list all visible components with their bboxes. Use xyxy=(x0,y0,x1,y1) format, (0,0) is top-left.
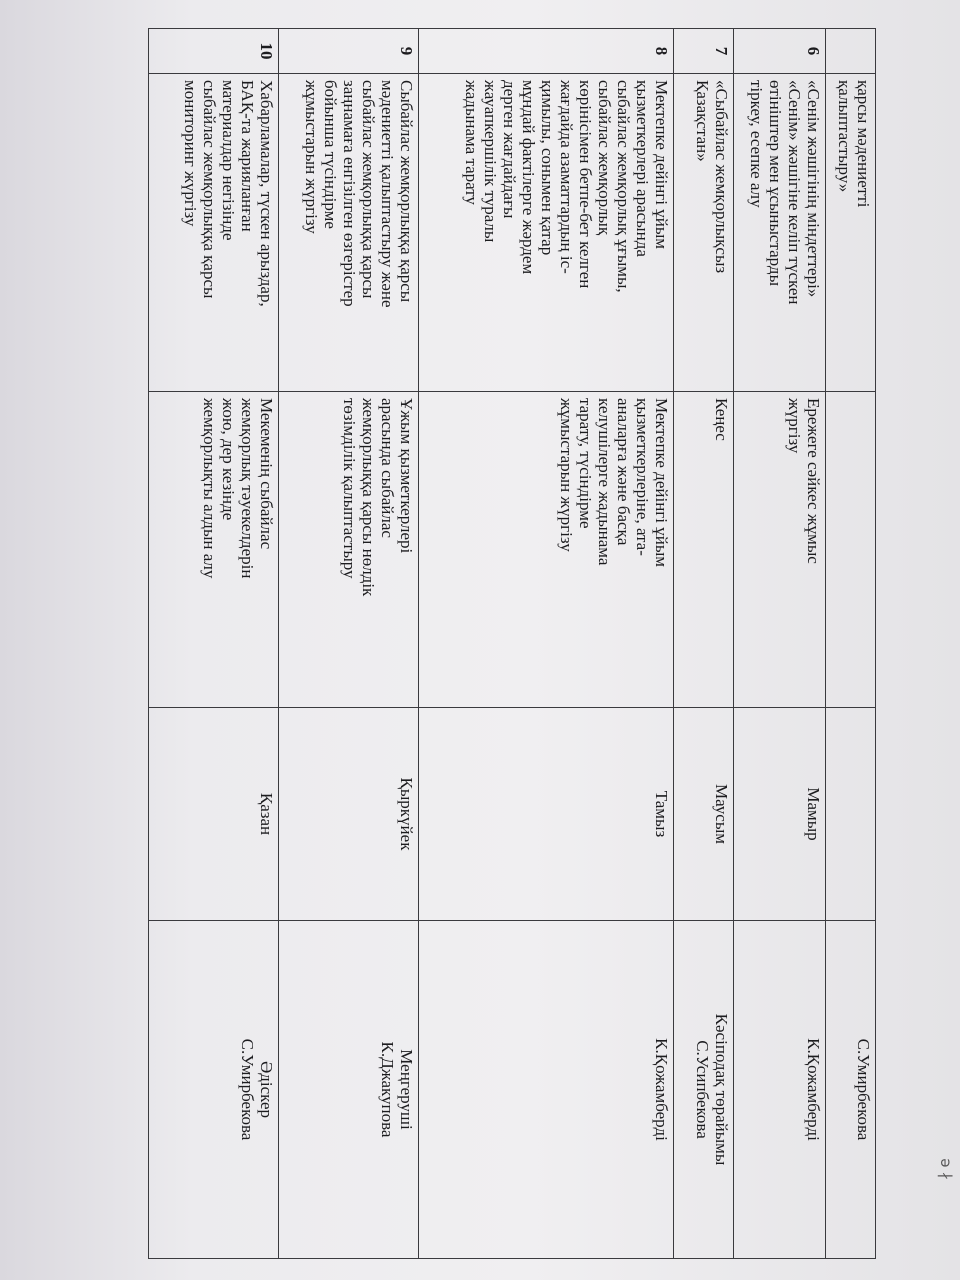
event-cell-line: мониторинг жүргізу xyxy=(181,80,200,227)
form-cell-line: жою, дер кезінде xyxy=(219,398,238,521)
responsible-cell-line: Меңгеруші xyxy=(397,1049,416,1130)
responsible-cell xyxy=(149,921,279,1259)
event-cell-line: Хабарламалар, түскен арыздар, xyxy=(257,80,276,307)
form-cell-line: қызметкерлеріне, ата- xyxy=(633,398,652,556)
event-cell-line: «Сенім жәшігінің міндеттері» xyxy=(804,80,823,298)
row-number-cell xyxy=(826,29,876,74)
form-cell-line: арасында сыбайлас xyxy=(378,398,397,538)
form-cell-line: жұмыстарын жүргізу xyxy=(557,398,576,552)
event-cell-line: қарсы мәдениетті xyxy=(854,80,873,208)
event-cell-line: сыбайлас жемқорлық xyxy=(595,80,614,236)
event-cell-line: жұмыстарын жүргізу xyxy=(302,80,321,234)
event-cell-line: мұндай фактілерге жәрдем xyxy=(519,80,538,275)
responsible-cell-line: К.Қожамберді xyxy=(652,1038,671,1141)
event-cell-line: жағдайда азаматтардың іс- xyxy=(557,80,576,274)
responsible-cell-line: К.Қожамберді xyxy=(804,1038,823,1141)
table-row xyxy=(674,29,734,1259)
form-cell xyxy=(826,392,876,708)
form-cell xyxy=(734,392,826,708)
form-cell xyxy=(149,392,279,708)
responsible-cell xyxy=(734,921,826,1259)
form-cell-line: Мекеменің сыбайлас xyxy=(257,398,276,550)
event-cell-line: тіркеу, есепке алу xyxy=(747,80,766,208)
event-cell-line: қызметкерлері арасында xyxy=(633,80,652,257)
event-cell-line: көрінісімен бетпе-бет келген xyxy=(576,80,595,289)
form-cell-line: аналарға және басқа xyxy=(614,398,633,546)
form-cell-line: тарату, түсіндірме xyxy=(576,398,595,529)
form-cell-line: Кеңес xyxy=(712,398,731,441)
event-cell-line: сыбайлас жемқорлық ұғымы, xyxy=(614,80,633,293)
event-cell-line: Сыбайлас жемқорлыққа қарсы xyxy=(397,80,416,303)
table-row xyxy=(279,29,419,1259)
form-cell xyxy=(419,392,674,708)
date-cell: Қыркүйек xyxy=(279,708,419,921)
event-cell-line: жадынама тарату xyxy=(462,80,481,205)
table-row xyxy=(419,29,674,1259)
event-cell xyxy=(734,74,826,392)
row-number-cell: 8 xyxy=(419,29,674,74)
event-cell-line: «Сыбайлас жемқорлықсыз xyxy=(712,80,731,274)
form-cell xyxy=(279,392,419,708)
form-cell-line: келушілерге жадынама xyxy=(595,398,614,566)
event-cell-line: материалдар негізінде xyxy=(219,80,238,241)
plan-table-body xyxy=(149,29,876,1259)
form-cell-line: Ұжым қызметкерлері xyxy=(397,398,416,554)
table-row xyxy=(149,29,279,1259)
form-cell-line: жемқорлық тәуекелдерін xyxy=(238,398,257,579)
row-number-cell: 7 xyxy=(674,29,734,74)
form-cell xyxy=(674,392,734,708)
event-cell-line: «Сенім» жәшігіне келіп түскен xyxy=(785,80,804,305)
event-cell xyxy=(149,74,279,392)
responsible-cell xyxy=(826,921,876,1259)
date-cell xyxy=(826,708,876,921)
responsible-cell-line: Әдіскер xyxy=(257,1060,276,1119)
responsible-cell xyxy=(279,921,419,1259)
responsible-cell-line: С.Умирбекова xyxy=(238,1038,257,1141)
form-cell-line: Ережеге сәйкес жұмыс xyxy=(804,398,823,564)
date-cell: Қазан xyxy=(149,708,279,921)
event-cell-line: Қазақстан» xyxy=(693,80,712,162)
form-cell-line: жемқорлықты алдын алу xyxy=(200,398,219,579)
table-row xyxy=(734,29,826,1259)
rotated-content xyxy=(50,20,880,1280)
row-number-cell: 10 xyxy=(149,29,279,74)
event-cell-line: бойынша түсіндірме xyxy=(321,80,340,229)
form-cell-line: жүргізу xyxy=(785,398,804,454)
event-cell-line: БАҚ-та жарияланған xyxy=(238,80,257,232)
plan-table xyxy=(148,28,876,1259)
table-row xyxy=(826,29,876,1259)
event-cell xyxy=(279,74,419,392)
date-cell: Маусым xyxy=(674,708,734,921)
date-cell: Тамыз xyxy=(419,708,674,921)
event-cell-line: қалыптастыру» xyxy=(835,80,854,193)
row-number-cell: 6 xyxy=(734,29,826,74)
form-cell-line: жемқорлыққа қарсы нөлдік xyxy=(359,398,378,597)
responsible-cell-line: С.Умирбекова xyxy=(854,1038,873,1141)
responsible-cell-line: С.Усипбекова xyxy=(693,1040,712,1139)
event-cell-line: сыбайлас жемқорлыққа қарсы xyxy=(200,80,219,299)
form-cell-line: төзімділік қалыптастыру xyxy=(340,398,359,579)
event-cell xyxy=(674,74,734,392)
row-number-cell: 9 xyxy=(279,29,419,74)
event-cell xyxy=(419,74,674,392)
responsible-cell xyxy=(674,921,734,1259)
date-cell: Мамыр xyxy=(734,708,826,921)
responsible-cell xyxy=(419,921,674,1259)
responsible-cell-line: К.Джакупова xyxy=(378,1041,397,1138)
event-cell-line: жауапкершілік туралы xyxy=(481,80,500,243)
corner-mark: ə ∤ xyxy=(936,1158,955,1180)
event-cell xyxy=(826,74,876,392)
event-cell-line: заңнамаға енгізілген өзгерістер xyxy=(340,80,359,307)
responsible-cell-line: Кәсіподақ төрайымы xyxy=(712,1013,731,1166)
event-cell-line: қимылы, сонымен қатар xyxy=(538,80,557,256)
form-cell-line: Мектепке дейінгі ұйым xyxy=(652,398,671,568)
event-cell-line: дерген жағдайдағы xyxy=(500,80,519,219)
event-cell-line: Мектепке дейінгі ұйым xyxy=(652,80,671,250)
event-cell-line: сыбайлас жемқорлыққа қарсы xyxy=(359,80,378,299)
event-cell-line: өтініштер мен ұсыныстарды xyxy=(766,80,785,287)
event-cell-line: мәдениетті қалыптастыру және xyxy=(378,80,397,308)
